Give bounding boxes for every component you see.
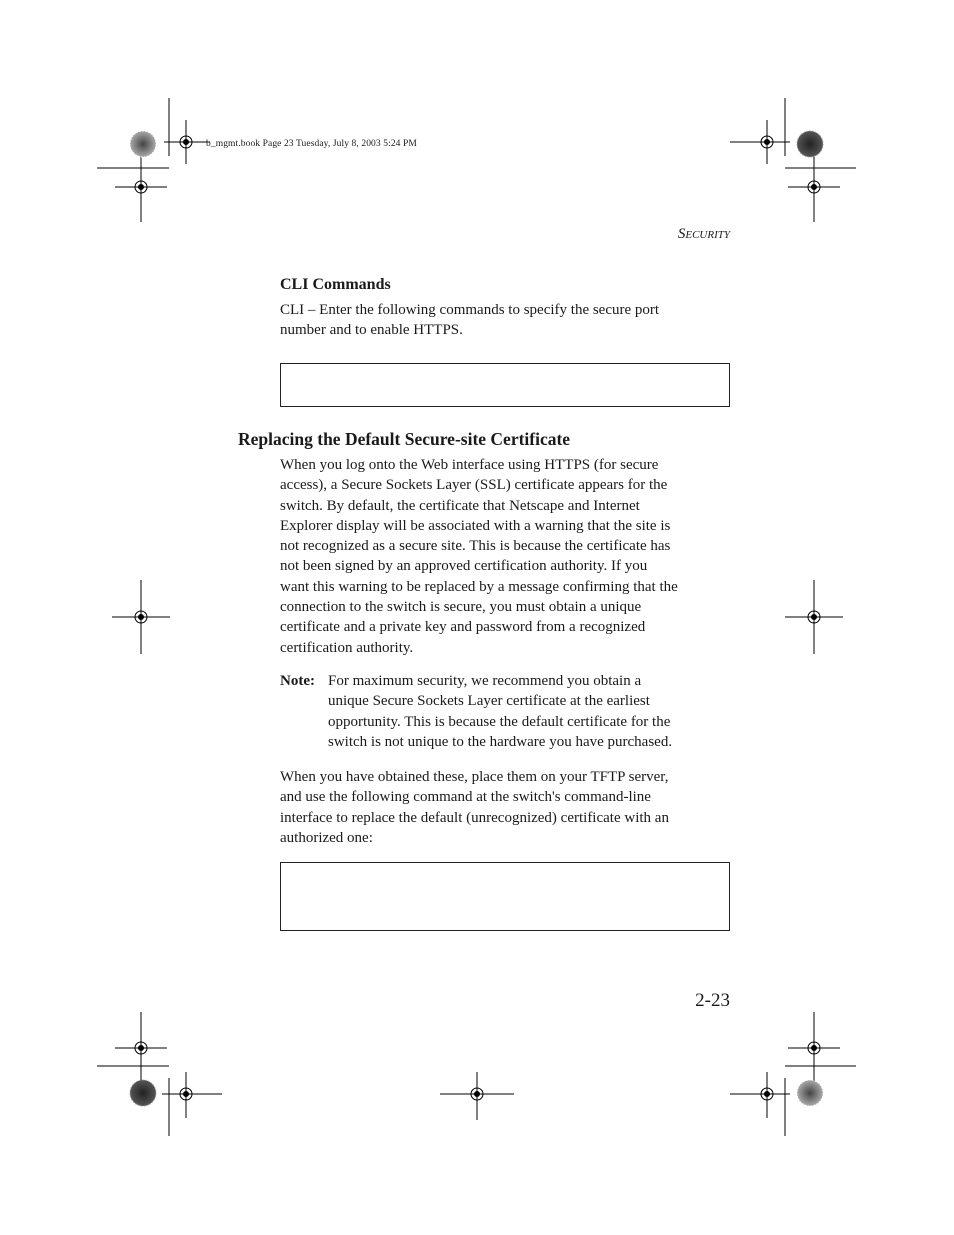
certificate-command-box bbox=[280, 862, 730, 931]
crosshair-icon bbox=[785, 580, 843, 654]
sunburst-icon bbox=[130, 1080, 156, 1106]
running-head-initial: S bbox=[677, 226, 686, 242]
sunburst-icon bbox=[130, 131, 156, 157]
replacing-certificate-heading: Replacing the Default Secure-site Certificate bbox=[238, 429, 571, 449]
running-head-smallcaps: ECURITY bbox=[685, 229, 730, 241]
print-slug: b_mgmt.book Page 23 Tuesday, July 8, 2003 5:24 PM bbox=[206, 139, 417, 149]
cli-command-box bbox=[280, 363, 730, 407]
crosshair-icon bbox=[788, 1012, 840, 1082]
crosshair-icon bbox=[164, 120, 210, 164]
crosshair-icon bbox=[730, 120, 790, 164]
crosshair-icon bbox=[730, 1072, 790, 1118]
cli-commands-heading: CLI Commands bbox=[280, 276, 391, 293]
cli-commands-paragraph: CLI – Enter the following commands to specify the secure port number and to enable HTTPS. bbox=[280, 302, 660, 339]
crosshair-icon bbox=[788, 152, 840, 222]
crosshair-icon bbox=[115, 1012, 167, 1082]
crosshair-icon bbox=[440, 1072, 514, 1120]
tftp-paragraph: When you have obtained these, place them on your TFTP server, and use the following command at the switch's command-line interface to replace the default (unrecognized) certificate with an authorized one: bbox=[280, 769, 669, 846]
certificate-paragraph: When you log onto the Web interface using HTTPS (for secure access), a Secure Sockets Layer (SSL) certificate appears for the switch. By default, the certificate that Netscape and Internet Explorer display will be associated with a warning that the site is not recognized as a secure site. This is because the certificate has not been signed by an approved certification authority. If you want this warning to be replaced by a message confirming that the connection to the switch is secure, you must obtain a unique certificate and a private key and password from a recognized certification authority. bbox=[280, 457, 678, 656]
sunburst-icon bbox=[797, 131, 823, 157]
note-label: Note: bbox=[280, 673, 315, 689]
crosshair-icon bbox=[162, 1072, 222, 1118]
page-number: 2-23 bbox=[695, 990, 730, 1011]
running-head bbox=[678, 226, 730, 243]
crosshair-icon bbox=[112, 580, 170, 654]
note-text: For maximum security, we recommend you obtain a unique Secure Sockets Layer certificate at the earliest opportunity. This is because the default certificate for the switch is not unique to the hardware you have purchased. bbox=[328, 673, 673, 750]
crosshair-icon bbox=[115, 152, 167, 222]
sunburst-icon bbox=[797, 1080, 823, 1106]
